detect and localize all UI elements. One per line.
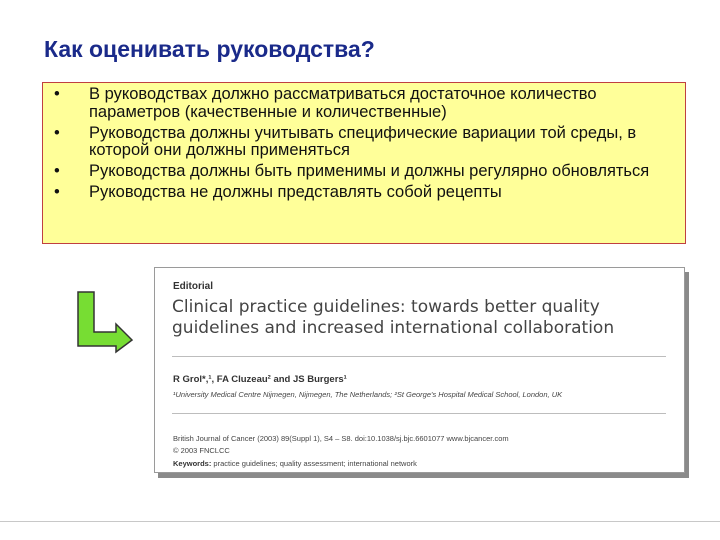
keywords-label: Keywords: xyxy=(173,459,212,468)
slide-title: Как оценивать руководства? xyxy=(44,36,375,62)
article-citation: British Journal of Cancer (2003) 89(Suppl 1), S4 – S8. doi:10.1038/sj.bjc.6601077 www.bjcancer.com xyxy=(173,434,509,443)
article-copyright: © 2003 FNCLCC xyxy=(173,446,230,455)
bullet-marker: • xyxy=(54,183,60,201)
bullet-text: Руководства должны учитывать специфические вариации той среды, в которой они должны применяться xyxy=(89,123,637,159)
article-authors: R Grol*,¹, FA Cluzeau² and JS Burgers¹ xyxy=(173,374,347,385)
bullet-item xyxy=(43,163,685,181)
article-keywords xyxy=(173,459,417,468)
article-excerpt xyxy=(154,267,685,473)
keywords-text: practice guidelines; quality assessment; international network xyxy=(211,459,417,468)
bullet-marker: • xyxy=(54,85,60,103)
down-right-arrow-icon xyxy=(76,290,134,359)
bullet-text: В руководствах должно рассматриваться достаточное количество параметров (качественные и количественные) xyxy=(89,85,597,121)
article-title: Clinical practice guidelines: towards better quality guidelines and increased international collaboration xyxy=(172,297,615,338)
bullet-marker: • xyxy=(54,162,60,180)
bullet-list xyxy=(43,86,685,205)
bullet-text: Руководства не должны представлять собой рецепты xyxy=(89,183,502,201)
bullet-box xyxy=(42,82,686,244)
bullet-text: Руководства должны быть применимы и должны регулярно обновляться xyxy=(89,162,650,180)
divider xyxy=(172,356,666,357)
footer-divider xyxy=(0,521,720,522)
bullet-item xyxy=(43,184,685,202)
article-type-label: Editorial xyxy=(173,281,214,292)
bullet-marker: • xyxy=(54,123,60,142)
article-affiliation: ¹University Medical Centre Nijmegen, Nijmegen, The Netherlands; ²St George's Hospital Medical School, London, UK xyxy=(173,390,563,399)
bullet-item xyxy=(43,86,685,121)
divider xyxy=(172,413,666,414)
bullet-item xyxy=(43,125,685,160)
